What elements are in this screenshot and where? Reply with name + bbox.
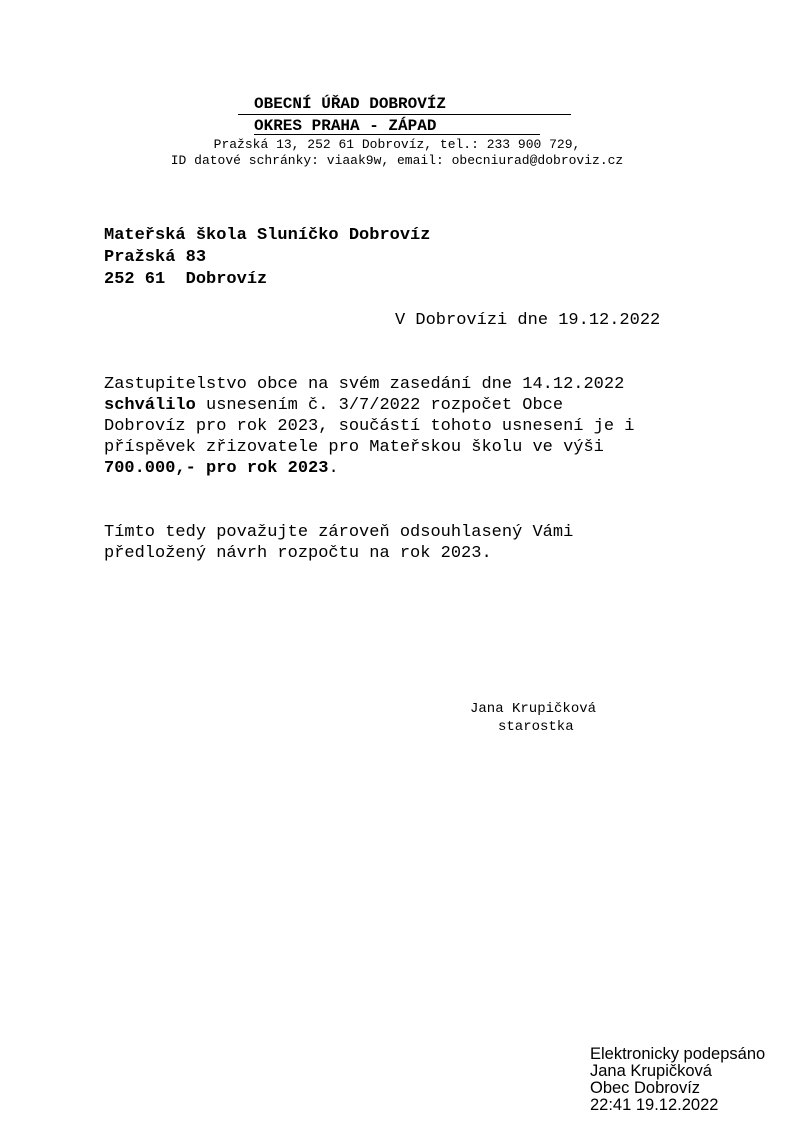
body-line-7: předložený návrh rozpočtu na rok 2023. — [104, 544, 492, 563]
recipient-city: 252 61 Dobrovíz — [104, 270, 268, 289]
esign-organization: Obec Dobrovíz — [590, 1079, 701, 1097]
amount-emphasis: 700.000,- pro rok 2023 — [104, 459, 329, 478]
office-title-underline — [238, 114, 571, 115]
district-title-underline — [254, 134, 540, 135]
body-line-2 — [104, 395, 563, 416]
approved-emphasis: schválilo — [104, 396, 196, 415]
esign-label: Elektronicky podepsáno — [590, 1045, 766, 1063]
body-line-6: Tímto tedy považujte zároveň odsouhlasený Vámi — [104, 523, 574, 542]
letter-date: V Dobrovízi dne 19.12.2022 — [395, 311, 661, 330]
body-line-5-rest: . — [328, 459, 339, 478]
signatory-name: Jana Krupičková — [470, 701, 597, 717]
esign-signer: Jana Krupičková — [590, 1062, 712, 1080]
body-line-1: Zastupitelstvo obce na svém zasedání dne 14.12.2022 — [104, 375, 625, 394]
recipient-name: Mateřská škola Sluníčko Dobrovíz — [104, 226, 431, 245]
recipient-street: Pražská 83 — [104, 248, 207, 267]
body-line-5 — [104, 458, 339, 479]
office-title: OBECNÍ ÚŘAD DOBROVÍZ — [254, 95, 447, 113]
office-contact: ID datové schránky: viaak9w, email: obecniurad@dobroviz.cz — [170, 153, 624, 168]
signatory-role: starostka — [498, 719, 574, 735]
body-line-2-rest: usnesením č. 3/7/2022 rozpočet Obce — [195, 396, 564, 415]
district-title: OKRES PRAHA - ZÁPAD — [254, 117, 437, 135]
esign-timestamp: 22:41 19.12.2022 — [590, 1096, 719, 1114]
office-address: Pražská 13, 252 61 Dobrovíz, tel.: 233 900 729, — [213, 137, 581, 152]
body-line-4: příspěvek zřizovatele pro Mateřskou školu ve výši — [104, 438, 604, 457]
body-line-3: Dobrovíz pro rok 2023, součástí tohoto usnesení je i — [104, 417, 635, 436]
